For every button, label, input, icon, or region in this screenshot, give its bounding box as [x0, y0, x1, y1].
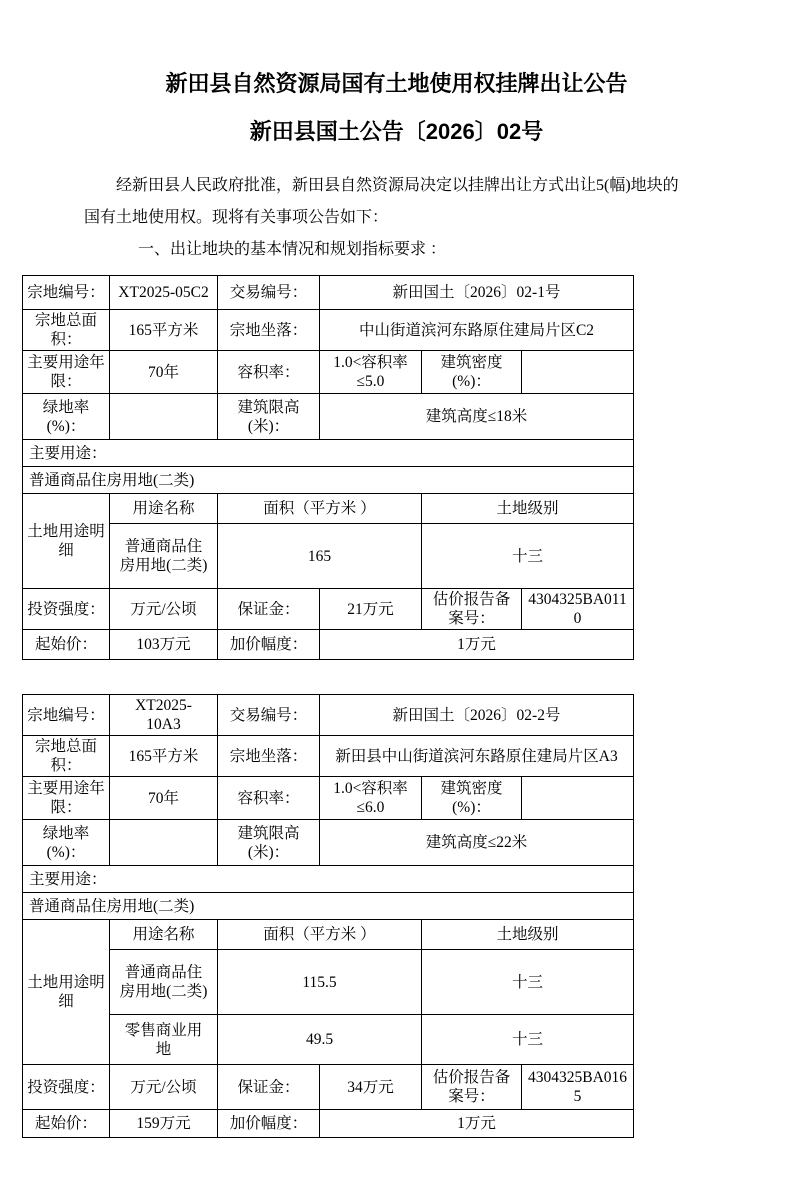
land-grade-header: 土地级别 [422, 920, 634, 950]
appraisal-no-label: 估价报告备案号： [422, 1065, 522, 1110]
plot-ratio-value: 1.0<容积率≤6.0 [320, 777, 422, 820]
parcel-no-value: XT2025-05C2 [110, 276, 218, 310]
increment-label: 加价幅度： [218, 630, 320, 660]
detail-area: 115.5 [218, 950, 422, 1015]
increment-value: 1万元 [320, 630, 634, 660]
start-price-value: 103万元 [110, 630, 218, 660]
area-header: 面积（平方米 ） [218, 920, 422, 950]
detail-area: 49.5 [218, 1015, 422, 1065]
trade-no-label: 交易编号： [218, 695, 320, 736]
appraisal-no-value: 4304325BA0165 [522, 1065, 634, 1110]
height-limit-label: 建筑限高(米)： [218, 394, 320, 440]
start-price-value: 159万元 [110, 1110, 218, 1138]
invest-intensity-label: 投资强度： [23, 1065, 110, 1110]
announcement-page [0, 68, 793, 1190]
height-limit-value: 建筑高度≤22米 [320, 820, 634, 866]
location-label: 宗地坐落： [218, 736, 320, 777]
building-density-value [522, 777, 634, 820]
building-density-value [522, 351, 634, 394]
total-area-label: 宗地总面积： [23, 736, 110, 777]
plot-ratio-label: 容积率： [218, 777, 320, 820]
main-use-label: 主要用途： [23, 440, 634, 467]
green-rate-label: 绿地率(%)： [23, 394, 110, 440]
deposit-label: 保证金： [218, 589, 320, 630]
increment-value: 1万元 [320, 1110, 634, 1138]
deposit-value: 21万元 [320, 589, 422, 630]
use-term-label: 主要用途年限： [23, 351, 110, 394]
page-subtitle: 新田县国土公告〔2026〕02号 [249, 119, 544, 144]
intro-paragraph: 经新田县人民政府批准，新田县自然资源局决定以挂牌出让方式出让5(幅)地块的国有土地使用权。现将有关事项公告如下： [84, 177, 679, 226]
total-area-label: 宗地总面积： [23, 310, 110, 351]
increment-label: 加价幅度： [218, 1110, 320, 1138]
total-area-value: 165平方米 [110, 736, 218, 777]
page-title: 新田县自然资源局国有土地使用权挂牌出让公告 [165, 71, 628, 96]
location-value: 新田县中山街道滨河东路原住建局片区A3 [320, 736, 634, 777]
land-grade-header: 土地级别 [422, 494, 634, 524]
building-density-label: 建筑密度(%)： [422, 351, 522, 394]
detail-area: 165 [218, 524, 422, 589]
parcel-table-1 [22, 275, 634, 660]
use-term-label: 主要用途年限： [23, 777, 110, 820]
green-rate-value [110, 820, 218, 866]
building-density-label: 建筑密度(%)： [422, 777, 522, 820]
parcel-no-value: XT2025-10A3 [110, 695, 218, 736]
parcel-no-label: 宗地编号： [23, 276, 110, 310]
deposit-value: 34万元 [320, 1065, 422, 1110]
appraisal-no-label: 估价报告备案号： [422, 589, 522, 630]
start-price-label: 起始价： [23, 630, 110, 660]
invest-intensity-label: 投资强度： [23, 589, 110, 630]
start-price-label: 起始价： [23, 1110, 110, 1138]
location-value: 中山街道滨河东路原住建局片区C2 [320, 310, 634, 351]
deposit-label: 保证金： [218, 1065, 320, 1110]
use-name-header: 用途名称 [110, 494, 218, 524]
main-use-value: 普通商品住房用地(二类) [23, 893, 634, 920]
total-area-value: 165平方米 [110, 310, 218, 351]
green-rate-value [110, 394, 218, 440]
appraisal-no-value: 4304325BA0110 [522, 589, 634, 630]
use-term-value: 70年 [110, 351, 218, 394]
section-heading: 一、出让地块的基本情况和规划指标要求 ： [138, 241, 447, 258]
detail-grade: 十三 [422, 524, 634, 589]
area-header: 面积（平方米 ） [218, 494, 422, 524]
trade-no-label: 交易编号： [218, 276, 320, 310]
trade-no-value: 新田国土〔2026〕02-1号 [320, 276, 634, 310]
height-limit-value: 建筑高度≤18米 [320, 394, 634, 440]
location-label: 宗地坐落： [218, 310, 320, 351]
detail-use-name: 零售商业用地 [110, 1015, 218, 1065]
detail-use-name: 普通商品住房用地(二类) [110, 950, 218, 1015]
height-limit-label: 建筑限高(米)： [218, 820, 320, 866]
detail-use-name: 普通商品住房用地(二类) [110, 524, 218, 589]
land-use-detail-label: 土地用途明细 [23, 494, 110, 589]
parcel-no-label: 宗地编号： [23, 695, 110, 736]
trade-no-value: 新田国土〔2026〕02-2号 [320, 695, 634, 736]
invest-intensity-unit: 万元/公顷 [110, 589, 218, 630]
land-use-detail-label: 土地用途明细 [23, 920, 110, 1065]
use-name-header: 用途名称 [110, 920, 218, 950]
detail-grade: 十三 [422, 950, 634, 1015]
use-term-value: 70年 [110, 777, 218, 820]
detail-grade: 十三 [422, 1015, 634, 1065]
main-use-value: 普通商品住房用地(二类) [23, 467, 634, 494]
plot-ratio-label: 容积率： [218, 351, 320, 394]
parcel-table-2 [22, 694, 634, 1138]
plot-ratio-value: 1.0<容积率≤5.0 [320, 351, 422, 394]
green-rate-label: 绿地率(%)： [23, 820, 110, 866]
main-use-label: 主要用途： [23, 866, 634, 893]
invest-intensity-unit: 万元/公顷 [110, 1065, 218, 1110]
